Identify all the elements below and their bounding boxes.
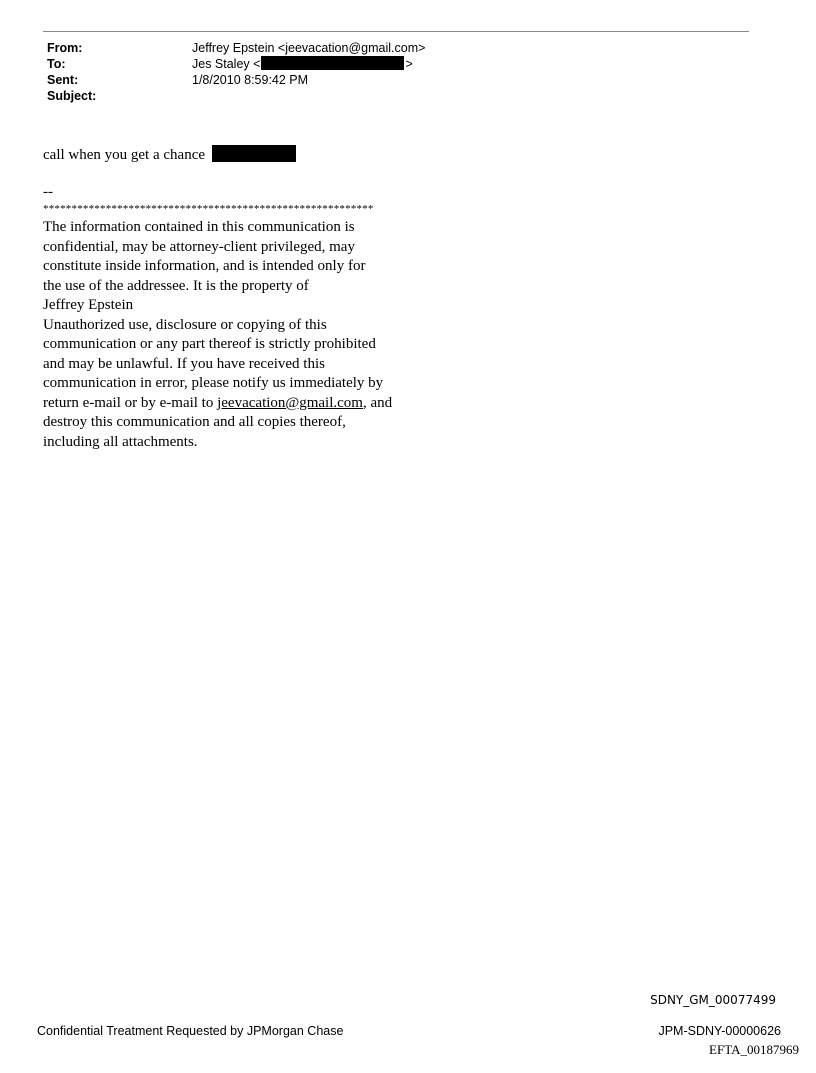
sent-label: Sent:	[47, 73, 79, 87]
email-link[interactable]: jeevacation@gmail.com	[217, 394, 363, 411]
link-prefix: return e-mail or by e-mail to	[43, 394, 218, 411]
message-line	[43, 145, 392, 166]
disclaimer-link-line	[43, 394, 392, 414]
disclaimer-line: communication in error, please notify us immediately by	[43, 375, 384, 391]
sent-row	[47, 72, 425, 88]
confidential-note: Confidential Treatment Requested by JPMorgan Chase	[37, 1024, 344, 1038]
to-row	[47, 56, 425, 72]
redaction-box	[261, 56, 404, 70]
to-suffix: >	[405, 57, 413, 71]
disclaimer-line: communication or any part thereof is strictly prohibited	[43, 336, 376, 352]
signature-stars: **********************************************************	[43, 203, 374, 215]
header-divider	[43, 31, 749, 32]
subject-row	[47, 88, 425, 104]
disclaimer-line: The information contained in this communication is	[43, 219, 355, 235]
to-prefix: Jes Staley <	[192, 57, 261, 71]
signature-dashes: --	[43, 183, 53, 200]
message-text: call when you get a chance	[43, 147, 206, 163]
email-body	[43, 145, 392, 452]
disclaimer-line: constitute inside information, and is intended only for	[43, 258, 366, 274]
disclaimer-line: Unauthorized use, disclosure or copying of this	[43, 316, 327, 333]
to-label: To:	[47, 57, 66, 71]
disclaimer-line: including all attachments.	[43, 433, 198, 450]
disclaimer-line: the use of the addressee. It is the property of	[43, 277, 309, 294]
bates-efta: EFTA_00187969	[709, 1042, 799, 1057]
disclaimer-line: and may be unlawful. If you have received this	[43, 355, 325, 372]
email-header	[47, 40, 425, 104]
to-value	[192, 56, 413, 72]
subject-label: Subject:	[47, 89, 97, 103]
disclaimer	[43, 218, 392, 452]
disclaimer-line: confidential, may be attorney-client privileged, may	[43, 238, 355, 255]
sent-value: 1/8/2010 8:59:42 PM	[192, 73, 309, 87]
link-suffix: , and	[362, 394, 393, 411]
bates-jpm: JPM-SDNY-00000626	[658, 1024, 781, 1038]
from-value: Jeffrey Epstein <jeevacation@gmail.com>	[192, 41, 426, 55]
disclaimer-line: Jeffrey Epstein	[43, 297, 134, 313]
from-row	[47, 40, 425, 56]
disclaimer-line: destroy this communication and all copies thereof,	[43, 414, 346, 430]
redaction-box	[212, 145, 296, 162]
bates-sdny: SDNY_GM_00077499	[650, 993, 776, 1007]
from-label: From:	[47, 41, 83, 55]
